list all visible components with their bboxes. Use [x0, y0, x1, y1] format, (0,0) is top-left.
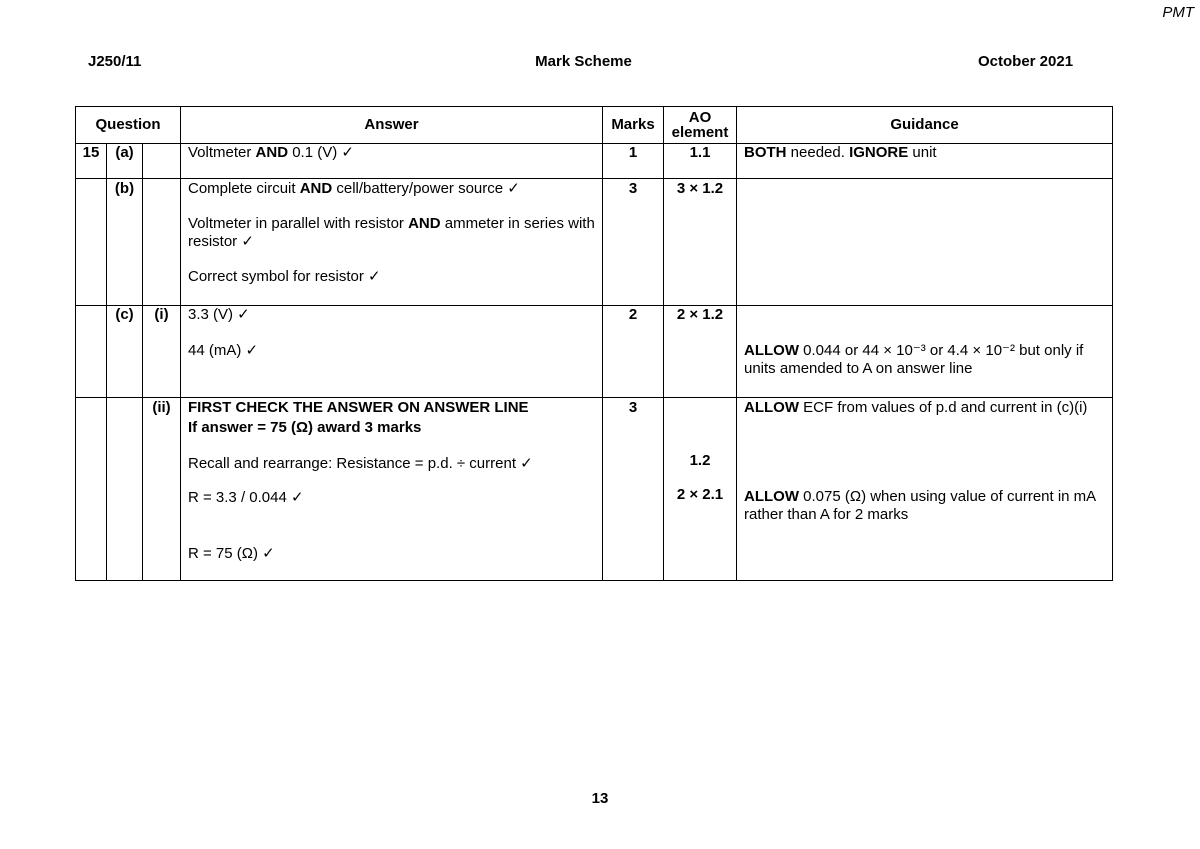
part-label-b: (b): [107, 179, 143, 306]
part-empty: [107, 398, 143, 581]
marks-c-i: 2: [603, 306, 664, 398]
answer-b-line2: Voltmeter in parallel with resistor AND ammeter in series with resistor ✓: [188, 215, 595, 250]
doc-date: October 2021: [978, 53, 1074, 70]
header-answer: Answer: [181, 107, 603, 144]
answer-c-ii-line2: If answer = 75 (Ω) award 3 marks: [188, 419, 422, 436]
header-ao-line1: AO: [688, 109, 712, 126]
marks-a: 1: [603, 144, 664, 179]
guidance-c-i: [737, 306, 1113, 398]
part-label-a: (a): [107, 144, 143, 179]
row-15b: [76, 179, 1113, 306]
row-15c-i: [76, 306, 1113, 398]
subpart-label-ii: (ii): [143, 398, 181, 581]
paper-code: J250/11: [88, 53, 142, 70]
answer-a: Voltmeter AND 0.1 (V) ✓: [181, 144, 603, 179]
marks-b: 3: [603, 179, 664, 306]
marks-c-ii: 3: [603, 398, 664, 581]
ao-c-ii: [664, 398, 737, 581]
header-guidance: Guidance: [737, 107, 1113, 144]
pmt-watermark: PMT: [1162, 4, 1194, 21]
ao-c-ii-1: 1.2: [689, 452, 711, 469]
header-ao-line2: element: [671, 124, 729, 141]
header-row: [76, 107, 1113, 144]
answer-c-i-line1: 3.3 (V) ✓: [188, 306, 250, 323]
subpart-label-i: (i): [143, 306, 181, 398]
ao-c-i: 2 × 1.2: [664, 306, 737, 398]
header-ao: [664, 107, 737, 144]
answer-b: [181, 179, 603, 306]
question-number: 15: [76, 144, 107, 179]
answer-c-i: [181, 306, 603, 398]
subpart-empty: [143, 179, 181, 306]
answer-b-line1: Complete circuit AND cell/battery/power source ✓: [188, 180, 520, 197]
guidance-a: BOTH needed. IGNORE unit: [737, 144, 1113, 179]
answer-b-line3: Correct symbol for resistor ✓: [188, 268, 381, 285]
answer-c-ii-line1: FIRST CHECK THE ANSWER ON ANSWER LINE: [188, 399, 529, 416]
mark-scheme-table: [75, 106, 1113, 581]
answer-c-i-line2: 44 (mA) ✓: [188, 342, 259, 359]
answer-c-ii-line4: R = 3.3 / 0.044 ✓: [188, 489, 304, 506]
question-empty: [76, 179, 107, 306]
guidance-c-ii-1: ALLOW ECF from values of p.d and current in (c)(i): [744, 399, 1088, 416]
guidance-c-i-text: ALLOW 0.044 or 44 × 10⁻³ or 4.4 × 10⁻² but only if units amended to A on answer line: [744, 342, 1084, 377]
subpart-empty: [143, 144, 181, 179]
part-label-c: (c): [107, 306, 143, 398]
ao-a: 1.1: [664, 144, 737, 179]
row-15c-ii: [76, 398, 1113, 581]
answer-c-ii-line5: R = 75 (Ω) ✓: [188, 545, 275, 562]
header-marks: Marks: [603, 107, 664, 144]
question-empty: [76, 306, 107, 398]
guidance-c-ii: [737, 398, 1113, 581]
doc-title: Mark Scheme: [535, 53, 632, 70]
answer-c-ii-line3: Recall and rearrange: Resistance = p.d. ÷ current ✓: [188, 455, 533, 472]
header-question: Question: [76, 107, 181, 144]
page-number: 13: [591, 790, 609, 807]
guidance-b: [737, 179, 1113, 306]
answer-c-ii: [181, 398, 603, 581]
row-15a: [76, 144, 1113, 179]
ao-b: 3 × 1.2: [664, 179, 737, 306]
ao-c-ii-2: 2 × 2.1: [676, 486, 724, 503]
guidance-c-ii-2: ALLOW 0.075 (Ω) when using value of current in mA rather than A for 2 marks: [744, 488, 1096, 523]
question-empty: [76, 398, 107, 581]
